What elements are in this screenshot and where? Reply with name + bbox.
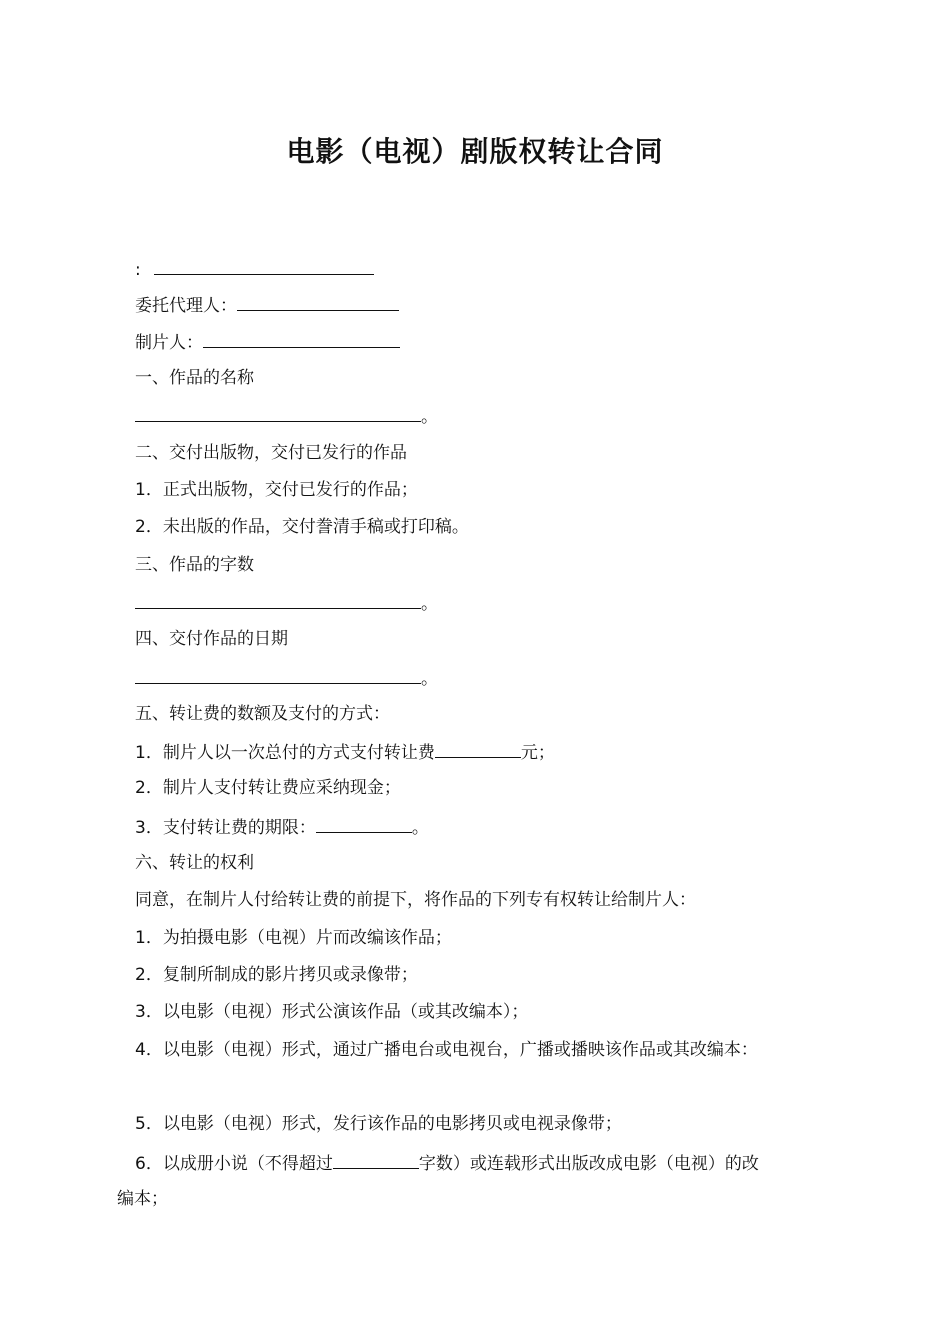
section-6-item-4: 4．以电影（电视）形式，通过广播电台或电视台，广播或播映该作品或其改编本： — [135, 1040, 758, 1060]
agent-blank — [237, 292, 399, 311]
work-name-line — [135, 403, 438, 429]
delivery-date-line — [135, 665, 438, 691]
delivery-date-period: 。 — [421, 669, 438, 689]
work-name-period: 。 — [421, 407, 438, 427]
section-6-item-6 — [135, 1150, 759, 1176]
section-6-intro: 同意，在制片人付给转让费的前提下，将作品的下列专有权转让给制片人： — [135, 890, 696, 910]
work-name-blank — [135, 403, 421, 422]
document-title: 电影（电视）剧版权转让合同 — [286, 135, 664, 168]
novel-limit-rest: 字数）或连载形式出版改成电影（电视）的改 — [418, 1154, 759, 1174]
section-1-heading: 一、作品的名称 — [135, 368, 254, 388]
section-4-heading: 四、交付作品的日期 — [135, 629, 288, 649]
section-6-item-6-continuation: 编本； — [117, 1189, 168, 1209]
fee-amount-unit: 元； — [520, 743, 555, 763]
section-3-heading: 三、作品的字数 — [135, 555, 254, 575]
section-5-item-1 — [135, 739, 555, 765]
fee-amount-label: 1．制片人以一次总付的方式支付转让费 — [135, 743, 435, 763]
producer-line — [135, 329, 400, 355]
party-a-line — [135, 256, 374, 282]
section-6-item-5: 5．以电影（电视）形式，发行该作品的电影拷贝或电视录像带； — [135, 1114, 622, 1134]
section-6-heading: 六、转让的权利 — [135, 853, 254, 873]
payment-term-blank — [316, 814, 412, 833]
agent-line — [135, 292, 399, 318]
party-a-label: : — [135, 260, 141, 280]
section-2-item-2: 2．未出版的作品，交付誊清手稿或打印稿。 — [135, 517, 469, 537]
word-count-line — [135, 590, 438, 616]
word-count-blank — [135, 590, 421, 609]
producer-blank — [203, 329, 400, 348]
section-6-item-1: 1．为拍摄电影（电视）片而改编该作品； — [135, 928, 452, 948]
section-5-item-3 — [135, 814, 429, 840]
section-2-heading: 二、交付出版物，交付已发行的作品 — [135, 443, 407, 463]
fee-amount-blank — [435, 739, 521, 758]
agent-label: 委托代理人： — [135, 296, 237, 316]
payment-term-label: 3．支付转让费的期限： — [135, 818, 316, 838]
section-2-item-1: 1．正式出版物，交付已发行的作品； — [135, 480, 418, 500]
delivery-date-blank — [135, 665, 421, 684]
word-count-period: 。 — [421, 594, 438, 614]
payment-term-period: 。 — [411, 818, 429, 838]
producer-label: 制片人： — [135, 333, 203, 353]
section-5-item-2: 2．制片人支付转让费应采纳现金； — [135, 778, 401, 798]
section-6-item-2: 2．复制所制成的影片拷贝或录像带； — [135, 965, 418, 985]
novel-limit-label: 6．以成册小说（不得超过 — [135, 1154, 333, 1174]
novel-limit-blank — [333, 1150, 419, 1169]
section-6-item-3: 3．以电影（电视）形式公演该作品（或其改编本）； — [135, 1002, 529, 1022]
section-5-heading: 五、转让费的数额及支付的方式： — [135, 704, 390, 724]
party-a-blank — [154, 256, 374, 275]
